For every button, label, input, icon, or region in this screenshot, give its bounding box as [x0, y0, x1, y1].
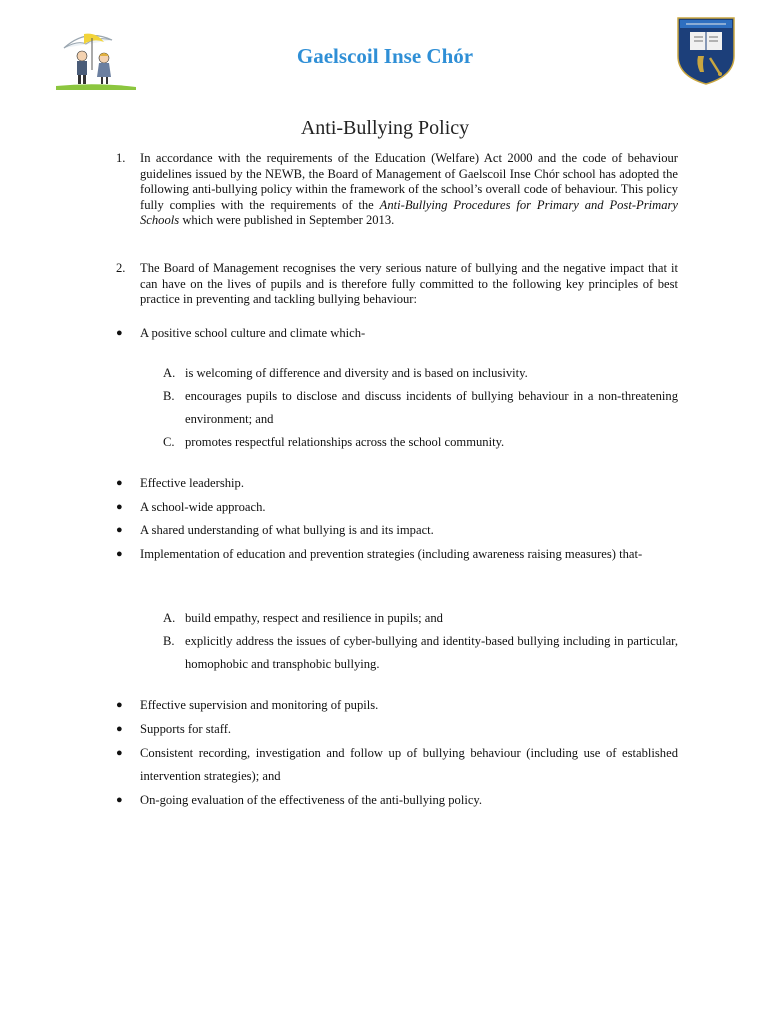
section-text: In accordance with the requirements of the Education (Welfare) Act 2000 and the code of behaviour guidelines issued by the NEWB, the Board of Management of Gaelscoil Inse Chór school has adopted the following anti-bullying policy within the framework of the school’s overall code of behaviour. This policy fully complies with the requirements of the Anti-Bullying Procedures for Primary and Post-Primary Schools which were published in September 2013.: [140, 151, 679, 227]
list-item: ● Implementation of education and prevention strategies (including awareness raising measures) that-: [116, 543, 678, 566]
policy-title: Anti-Bullying Policy: [300, 117, 470, 139]
bullet-icon: ●: [116, 501, 123, 513]
list-item: ● Effective leadership.: [116, 472, 678, 495]
bullet-icon: ●: [116, 548, 123, 560]
bullet-icon: ●: [116, 699, 123, 711]
sub-list-item: A. is welcoming of difference and diversity and is based on inclusivity.: [163, 366, 528, 380]
sub-list-item: A. build empathy, respect and resilience in pupils; and: [163, 611, 443, 625]
list-item: ● A school-wide approach.: [116, 496, 678, 519]
sub-list-item: B. encourages pupils to disclose and discuss incidents of bullying behaviour in a non-threatening environment; and: [163, 389, 678, 426]
policy-section-1: [116, 151, 678, 229]
list-item: ● A positive school culture and climate which-: [116, 322, 678, 345]
bullet-icon: ●: [116, 524, 123, 536]
sub-list-item: C. promotes respectful relationships across the school community.: [163, 435, 505, 449]
policy-section-2: [116, 261, 678, 308]
bullet-icon: ●: [116, 794, 123, 806]
bullet-icon: ●: [116, 723, 123, 735]
bullet-icon: ●: [116, 327, 123, 339]
bullet-icon: ●: [116, 747, 123, 759]
section-number: 1.: [116, 151, 126, 165]
referenced-document-title: Anti-Bullying Procedures for Primary and Post-Primary Schools: [140, 197, 679, 227]
section-text: The Board of Management recognises the very serious nature of bullying and the negative impact that it can have on the lives of pupils and is therefore fully committed to the following key principles of best practice in preventing and tackling bullying behaviour:: [140, 261, 678, 306]
list-item: ● Consistent recording, investigation and follow up of bullying behaviour (including use of established intervention strategies); and: [116, 742, 678, 788]
list-item: ● Effective supervision and monitoring of pupils.: [116, 694, 678, 717]
bullet-icon: ●: [116, 477, 123, 489]
section-number: 2.: [116, 261, 126, 275]
list-item: ● A shared understanding of what bullying is and its impact.: [116, 519, 678, 542]
school-name: Gaelscoil Inse Chór: [296, 44, 474, 68]
sub-list-item: B. explicitly address the issues of cyber-bullying and identity-based bullying including in particular, homophobic and transphobic bullying.: [163, 634, 678, 671]
list-item: ● On-going evaluation of the effectiveness of the anti-bullying policy.: [116, 789, 678, 812]
list-item: ● Supports for staff.: [116, 718, 678, 741]
